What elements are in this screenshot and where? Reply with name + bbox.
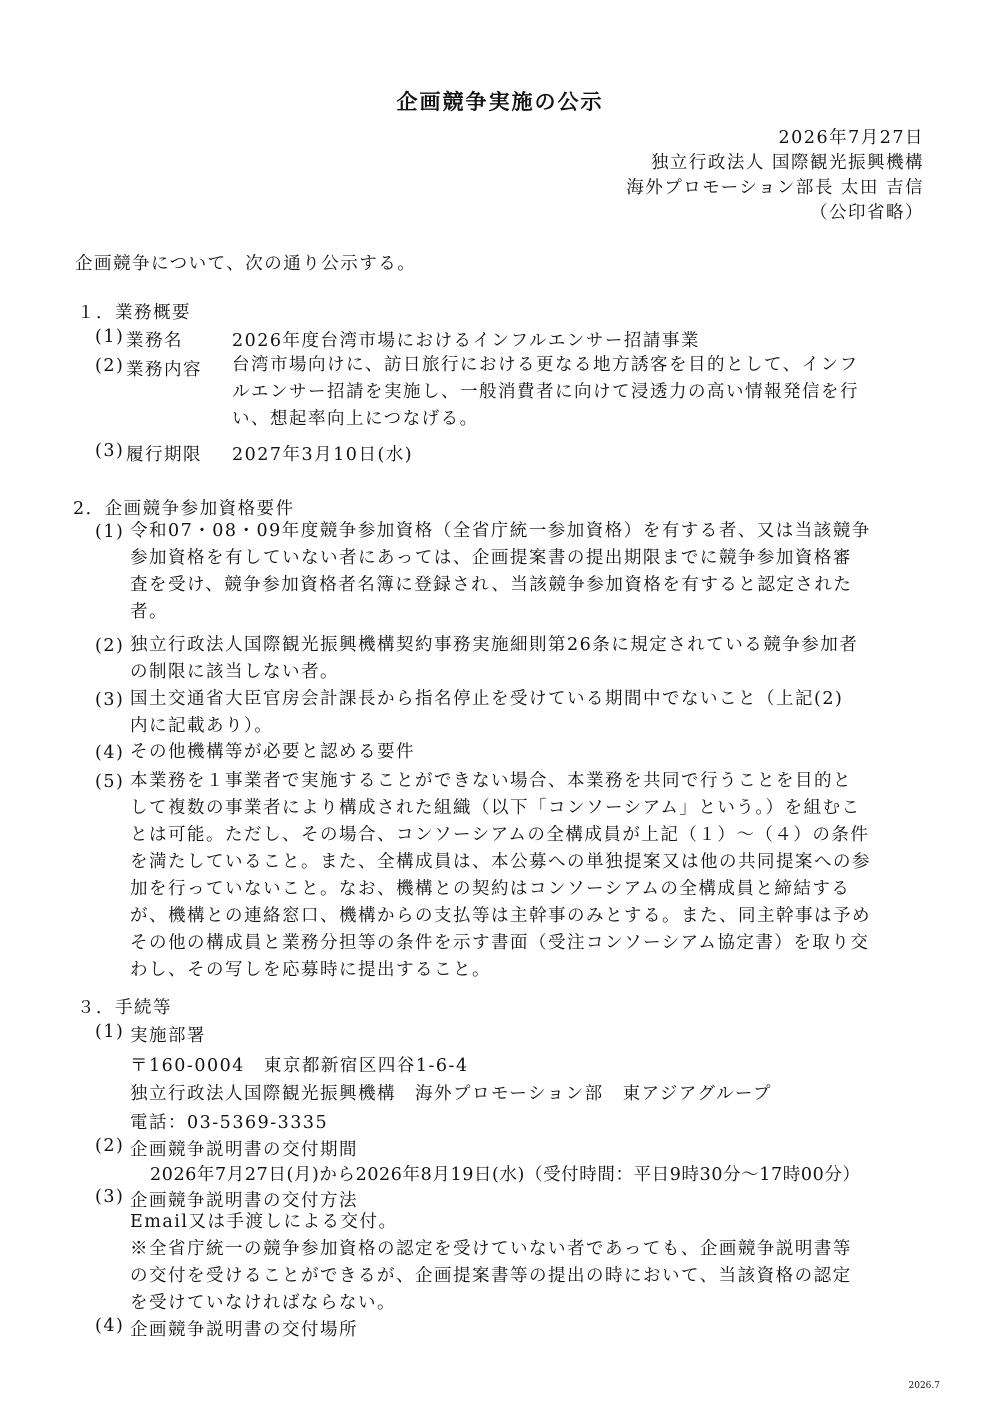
intro-text: 企画競争について、次の通り公示する。 bbox=[75, 254, 417, 274]
item-number: (2) bbox=[95, 356, 125, 376]
item-number: (2) bbox=[95, 636, 125, 656]
eligibility-requirement-1 bbox=[130, 518, 871, 626]
item-number: (1) bbox=[95, 1022, 125, 1042]
section-3-heading: ３．手続等 bbox=[77, 998, 172, 1018]
item-number: (2) bbox=[95, 1136, 125, 1156]
text-line: 加を行っていないこと。なお、機構との契約はコンソーシアムの全構成員と締結する bbox=[130, 879, 851, 899]
item-title: 企画競争説明書の交付場所 bbox=[130, 1320, 358, 1340]
text-line: が、機構との連絡窓口、機構からの支払等は主幹事のみとする。また、同主幹事は予め bbox=[130, 906, 871, 926]
text-line: 国土交通省大臣官房会計課長から指名停止を受けている期間中でないこと（上記(2) bbox=[130, 689, 844, 709]
eligibility-requirement-5 bbox=[130, 768, 871, 984]
text-line: ※全省庁統一の競争参加資格の認定を受けていない者であっても、企画競争説明書等 bbox=[130, 1239, 852, 1259]
text-line: 査を受け、競争参加資格者名簿に登録され、当該競争参加資格を有すると認定された bbox=[130, 575, 853, 595]
text-line: Email又は手渡しによる交付。 bbox=[130, 1212, 398, 1232]
text-line: を満たしていること。また、全構成員は、本公募への単独提案又は他の共同提案への参 bbox=[130, 852, 871, 872]
text-line: 令和07・08・09年度競争参加資格（全省庁統一参加資格）を有する者、又は当該競争 bbox=[130, 521, 871, 541]
item-label: 業務名 bbox=[126, 331, 183, 351]
seal-omitted-note: （公印省略） bbox=[810, 203, 924, 223]
text-line: 台湾市場向けに、訪日旅行における更なる地方誘客を目的として、インフ bbox=[232, 355, 859, 375]
eligibility-requirement-2 bbox=[130, 632, 858, 686]
text-line: の交付を受けることができるが、企画提案書等の提出の時において、当該資格の認定 bbox=[130, 1266, 852, 1286]
text-line: を受けていなければならない。 bbox=[130, 1293, 396, 1313]
text-line: い、想起率向上につなげる。 bbox=[232, 409, 479, 429]
distribution-period: 2026年7月27日(月)から2026年8月19日(水)（受付時間：平日9時30分～17時00分） bbox=[150, 1165, 861, 1185]
text-line: その他機構等が必要と認める要件 bbox=[130, 742, 415, 762]
document-title: 企画競争実施の公示 bbox=[396, 89, 604, 114]
text-line: 本業務を１事業者で実施することができない場合、本業務を共同で行うことを目的と bbox=[130, 771, 852, 791]
text-line: 者。 bbox=[130, 602, 168, 622]
business-name: 2026年度台湾市場におけるインフルエンサー招請事業 bbox=[232, 331, 700, 351]
item-number: (1) bbox=[95, 522, 125, 542]
text-line: の制限に該当しない者。 bbox=[130, 662, 339, 682]
issue-date: 2026年7月27日 bbox=[778, 128, 924, 148]
eligibility-requirement-3 bbox=[130, 686, 843, 740]
business-content bbox=[232, 352, 859, 433]
text-line: 参加資格を有していない者にあっては、企画提案書の提出期限までに競争参加資格審 bbox=[130, 548, 852, 568]
item-number: (1) bbox=[95, 327, 125, 347]
item-number: (4) bbox=[95, 743, 125, 763]
eligibility-requirement-4 bbox=[130, 739, 415, 766]
item-number: (3) bbox=[95, 1187, 125, 1207]
footer-version: 2026.7 bbox=[908, 1381, 940, 1391]
section-1-heading: １．業務概要 bbox=[77, 303, 191, 323]
item-label: 業務内容 bbox=[126, 360, 202, 380]
item-number: (4) bbox=[95, 1316, 125, 1336]
text-line: ルエンサー招請を実施し、一般消費者に向けて浸透力の高い情報発信を行 bbox=[232, 382, 859, 402]
issuer-organization: 独立行政法人 国際観光振興機構 bbox=[650, 153, 924, 173]
deadline-date: 2027年3月10日(水) bbox=[232, 445, 414, 465]
postal-address: 〒160-0004 東京都新宿区四谷1-6-4 bbox=[130, 1056, 469, 1076]
text-line: わし、その写しを応募時に提出すること。 bbox=[130, 960, 491, 980]
item-number: (3) bbox=[95, 441, 125, 461]
text-line: 内に記載あり）。 bbox=[130, 716, 274, 736]
text-line: とは可能。ただし、その場合、コンソーシアムの全構成員が上記（１）～（４）の条件 bbox=[130, 825, 870, 845]
item-title: 企画競争説明書の交付期間 bbox=[130, 1140, 358, 1160]
item-number: (5) bbox=[95, 772, 125, 792]
text-line: して複数の事業者により構成された組織（以下「コンソーシアム」という。）を組むこ bbox=[130, 798, 861, 818]
text-line: その他の構成員と業務分担等の条件を示す書面（受注コンソーシアム協定書）を取り交 bbox=[130, 933, 870, 953]
section-2-heading: 2．企画競争参加資格要件 bbox=[73, 499, 295, 519]
phone-number: 電話：03-5369-3335 bbox=[130, 1113, 329, 1133]
distribution-method bbox=[130, 1209, 852, 1317]
item-number: (3) bbox=[95, 690, 125, 710]
department-name: 独立行政法人国際観光振興機構 海外プロモーション部 東アジアグループ bbox=[130, 1084, 772, 1104]
item-title: 実施部署 bbox=[130, 1026, 206, 1046]
issuer-name: 海外プロモーション部長 太田 吉信 bbox=[626, 178, 924, 198]
item-title: 企画競争説明書の交付方法 bbox=[130, 1191, 358, 1211]
item-label: 履行期限 bbox=[126, 445, 202, 465]
text-line: 独立行政法人国際観光振興機構契約事務実施細則第26条に規定されている競争参加者 bbox=[130, 635, 859, 655]
